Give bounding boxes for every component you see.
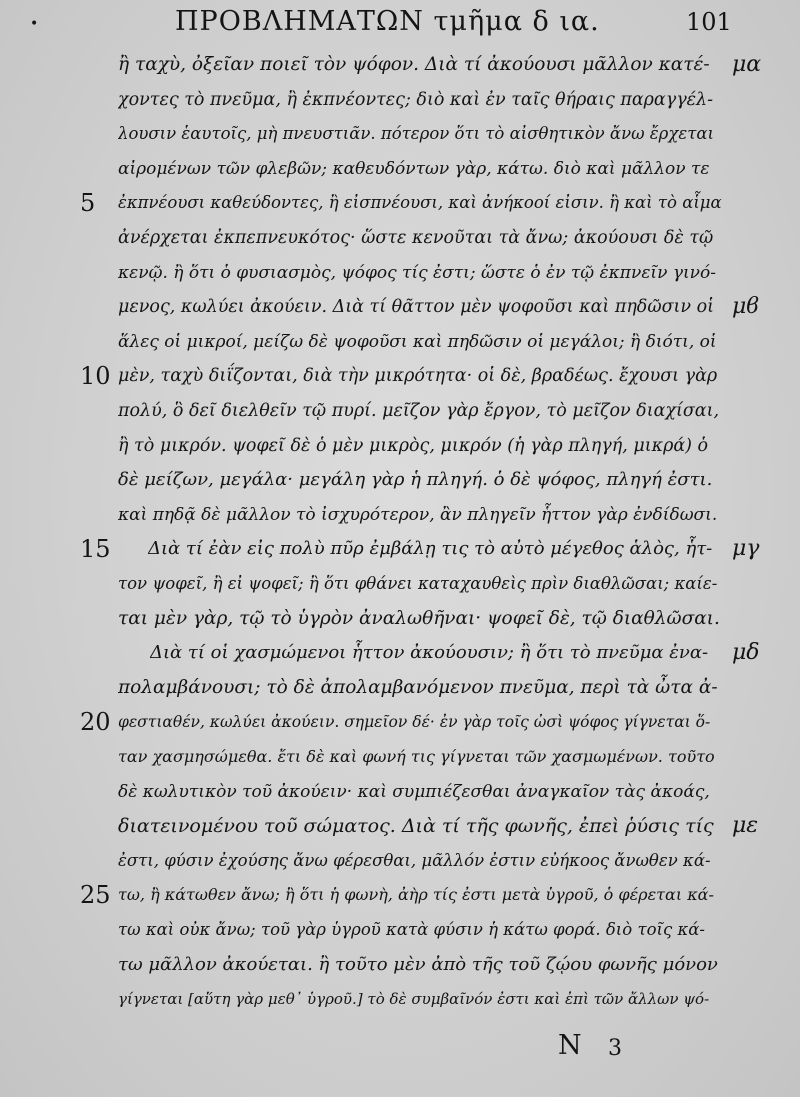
text-line	[0, 915, 800, 953]
line-text: ἢ τὸ μικρόν. ψοφεῖ δὲ ὁ μὲν μικρὸς, μικρόν (ἡ γὰρ πληγή, μικρά) ὁ	[118, 436, 709, 456]
signature-number: 3	[608, 1036, 622, 1061]
text-line	[0, 223, 800, 261]
line-text: ἐκπνέουσι καθεύδοντες, ἢ εἰσπνέουσι, καὶ ἀνήκοοί εἰσιν. ἢ καὶ τὸ αἷμα	[118, 193, 722, 212]
line-text: τον ψοφεῖ, ἢ εἰ ψοφεῖ; ἢ ὅτι φθάνει καταχαυθεὶς πρὶν διαθλῶσαι; καίε-	[118, 574, 718, 593]
folio-number: 101	[686, 8, 732, 36]
text-line	[0, 742, 800, 780]
text-line	[0, 154, 800, 192]
line-text: ται μὲν γὰρ, τῷ τὸ ὑγρὸν ἀναλωθῆναι· ψοφεῖ δὲ, τῷ διαθλῶσαι.	[118, 608, 720, 629]
text-line	[0, 811, 800, 849]
line-text: λουσιν ἑαυτοῖς, μὴ πνευστιᾶν. πότερον ὅτι τὸ αἰσθητικὸν ἄνω ἔρχεται	[118, 124, 714, 143]
line-text: ἢ ταχὺ, ὀξεῖαν ποιεῖ τὸν ψόφον. Διὰ τί ἀκούουσι μᾶλλον κατέ-	[118, 54, 710, 75]
text-line	[0, 292, 800, 330]
line-text: δὲ μείζων, μεγάλα· μεγάλη γὰρ ἡ πληγή. ὁ δὲ ψόφος, πληγή ἐστι.	[118, 469, 713, 490]
line-text: δὲ κωλυτικὸν τοῦ ἀκούειν· καὶ συμπιέζεσθαι ἀναγκαῖον τὰς ἀκοάς,	[118, 782, 710, 802]
text-line	[0, 707, 800, 745]
line-text: πολαμβάνουσι; τὸ δὲ ἀπολαμβανόμενον πνεῦμα, περὶ τὰ ὦτα ἀ-	[118, 677, 718, 698]
text-line	[0, 569, 800, 607]
margin-note: μα	[732, 52, 762, 77]
margin-note: μδ	[732, 640, 760, 665]
line-text: ταν χασμησώμεθα. ἔτι δὲ καὶ φωνή τις γίγνεται τῶν χασμωμένων. τοῦτο	[118, 747, 715, 766]
line-number: 25	[80, 881, 111, 909]
line-text: γίγνεται [αὕτη γὰρ μεθ᾽ ὑγροῦ.] τὸ δὲ συμβαῖνόν ἐστι καὶ ἐπὶ τῶν ἄλλων ψό-	[118, 990, 710, 1008]
text-line	[0, 638, 800, 676]
running-title: ΠΡΟΒΛΗΜΑΤΩΝ τμῆμα δ ια.	[175, 6, 600, 37]
text-line	[0, 361, 800, 399]
margin-note: μϐ	[732, 294, 760, 319]
line-number: 20	[80, 708, 111, 736]
line-text: χοντες τὸ πνεῦμα, ἢ ἐκπνέοντες; διὸ καὶ ἐν ταῖς θήραις παραγγέλ-	[118, 90, 714, 110]
line-text: καὶ πηδᾷ δὲ μᾶλλον τὸ ἰσχυρότερον, ἂν πληγεῖν ἧττον γὰρ ἐνδίδωσι.	[118, 505, 718, 525]
text-line	[0, 431, 800, 469]
text-line	[0, 534, 800, 572]
corner-mark: •	[30, 16, 39, 32]
line-text: διατεινομένου τοῦ σώματος. Διὰ τί τῆς φωνῆς, ἐπεὶ ῥύσις τίς	[118, 815, 714, 837]
text-line	[0, 777, 800, 815]
line-text: πολύ, ὃ δεῖ διελθεῖν τῷ πυρί. μεῖζον γὰρ ἔργον, τὸ μεῖζον διαχίσαι,	[118, 401, 720, 421]
text-line	[0, 846, 800, 884]
text-line	[0, 85, 800, 123]
line-number: 15	[80, 535, 111, 563]
text-line	[0, 396, 800, 434]
text-line	[0, 880, 800, 918]
text-line	[0, 188, 800, 226]
text-line	[0, 50, 800, 88]
line-text: φεστιαθέν, κωλύει ἀκούειν. σημεῖον δέ· ἐν γὰρ τοῖς ὠσὶ ψόφος γίγνεται ὅ-	[118, 713, 711, 731]
margin-note: με	[732, 813, 759, 838]
line-text: τω, ἢ κάτωθεν ἄνω; ἢ ὅτι ἡ φωνὴ, ἀὴρ τίς ἐστι μετὰ ὑγροῦ, ὁ φέρεται κά-	[118, 885, 714, 904]
line-number: 10	[80, 362, 111, 390]
text-line	[0, 673, 800, 711]
signature-mark: N	[558, 1030, 582, 1061]
line-text: Διὰ τί ἐὰν εἰς πολὺ πῦρ ἐμβάλῃ τις τὸ αὐτὸ μέγεθος ἁλὸς, ἧτ-	[148, 538, 713, 559]
text-line	[0, 258, 800, 296]
text-line	[0, 500, 800, 538]
line-text: ἐστι, φύσιν ἐχούσης ἄνω φέρεσθαι, μᾶλλόν ἐστιν εὐήκοος ἄνωθεν κά-	[118, 851, 711, 870]
line-number: 5	[80, 189, 96, 217]
line-text: τω μᾶλλον ἀκούεται. ἢ τοῦτο μὲν ἀπὸ τῆς τοῦ ζῴου φωνῆς μόνον	[118, 954, 718, 975]
text-line	[0, 984, 800, 1022]
line-text: ἀνέρχεται ἐκπεπνευκότος· ὥστε κενοῦται τὰ ἄνω; ἀκούουσι δὲ τῷ	[118, 228, 714, 248]
text-line	[0, 604, 800, 642]
line-text: μὲν, ταχὺ διΐζονται, διὰ τὴν μικρότητα· οἱ δὲ, βραδέως. ἔχουσι γὰρ	[118, 366, 718, 386]
line-text: κενῷ. ἢ ὅτι ὁ φυσιασμὸς, ψόφος τίς ἐστι; ὥστε ὁ ἐν τῷ ἐκπνεῖν γινό-	[118, 263, 716, 283]
line-text: ἅλες οἱ μικροί, μείζω δὲ ψοφοῦσι καὶ πηδῶσιν οἱ μεγάλοι; ἢ διότι, οἱ	[118, 332, 717, 352]
text-line	[0, 327, 800, 365]
line-text: αἰρομένων τῶν φλεβῶν; καθευδόντων γὰρ, κάτω. διὸ καὶ μᾶλλον τε	[118, 159, 710, 179]
text-line	[0, 119, 800, 157]
line-text: Διὰ τί οἱ χασμώμενοι ἧττον ἀκούουσιν; ἢ ὅτι τὸ πνεῦμα ἐνα-	[150, 642, 709, 663]
line-text: τω καὶ οὐκ ἄνω; τοῦ γὰρ ὑγροῦ κατὰ φύσιν ἡ κάτω φορά. διὸ τοῖς κά-	[118, 920, 705, 939]
text-line	[0, 950, 800, 988]
page-header	[0, 6, 800, 42]
text-line	[0, 465, 800, 503]
margin-note: μγ	[732, 536, 760, 561]
line-text: μενος, κωλύει ἀκούειν. Διὰ τί θᾶττον μὲν ψοφοῦσι καὶ πηδῶσιν οἱ	[118, 297, 715, 317]
